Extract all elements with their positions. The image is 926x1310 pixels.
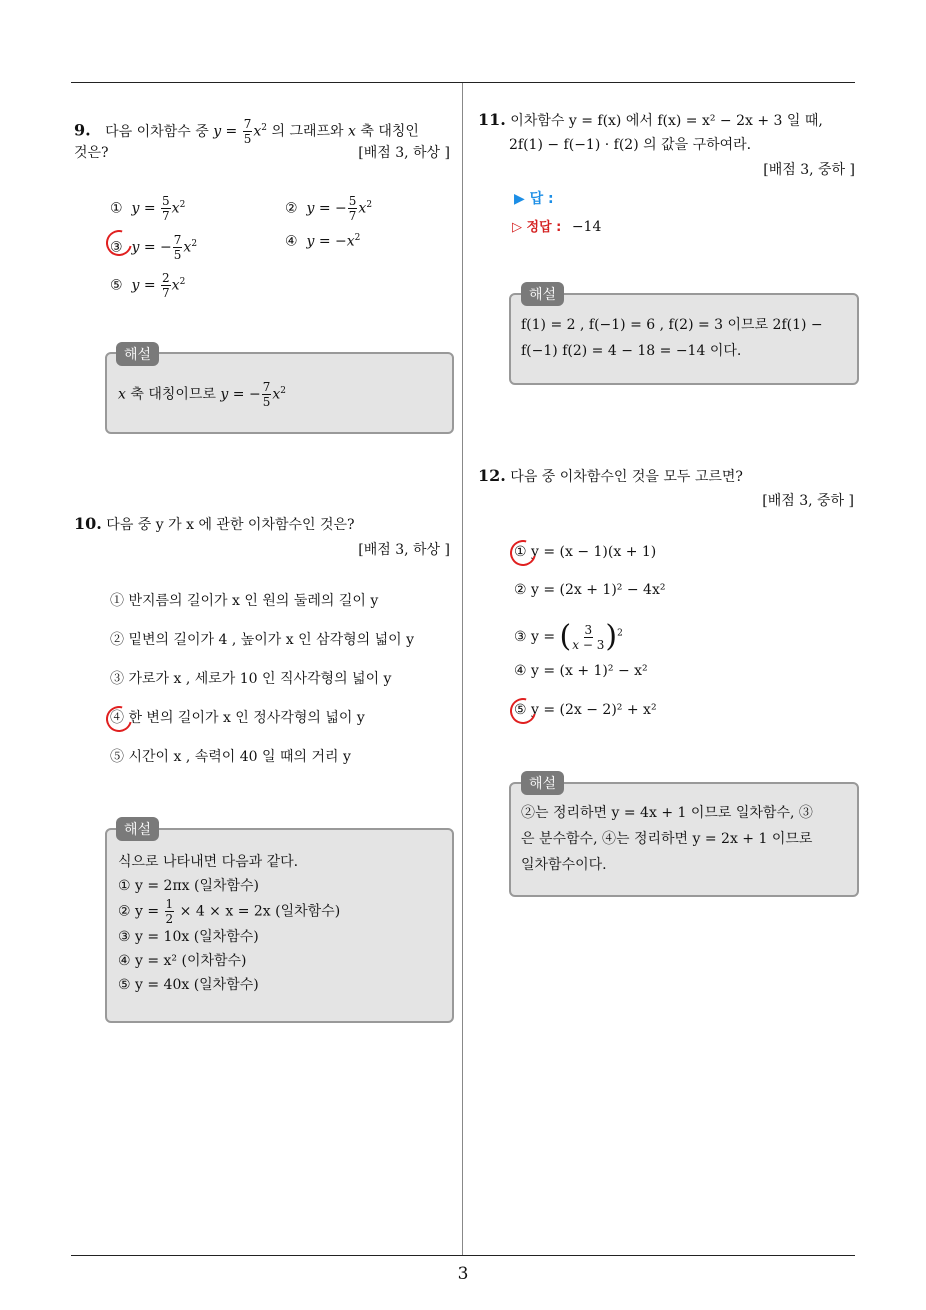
q9-text-b: 의 그래프와: [271, 123, 344, 140]
q12-text: 다음 중 이차함수인 것을 모두 고르면?: [510, 469, 743, 485]
top-rule: [71, 82, 855, 83]
q9-text-c: 축 대칭인: [360, 123, 419, 140]
q9-stem-line1: 9. 다음 이차함수 중 y = $\frac{7}{5}$ $x^2$ 의 그래프와 x 축 대칭인: [74, 117, 419, 146]
q11-stem-line2: 2f(1) − f(−1) · f(2) 의 값을 구하여라.: [509, 137, 752, 153]
q9-number: 9.: [74, 120, 91, 140]
q9-solution-text: x 축 대칭이므로 y = − $\frac{7}{5}$ $x^2$: [118, 380, 286, 409]
q11-correct-answer: [512, 220, 601, 234]
q12-answer-mark-1-icon: [505, 535, 541, 571]
q12-solution-text: ②는 정리하면 y = 4x + 1 이므로 일차함수, ③ 은 분수함수, ④는 정리하면 y = 2x + 1 이므로 일차함수이다.: [521, 805, 813, 873]
q11-text-1: 이차함수 y = f(x) 에서 f(x) = x² − 2x + 3 일 때,: [510, 113, 823, 129]
q11-stem-line1: [478, 112, 823, 128]
q10-text: 다음 중 y 가 x 에 관한 이차함수인 것은?: [106, 517, 355, 533]
q12-choice-4: ④ y = (x + 1)² − x²: [514, 663, 648, 679]
q12-number: 12.: [478, 466, 506, 485]
q9-text-a: 다음 이차함수 중: [105, 123, 209, 140]
q11-solution-label: 해설: [521, 282, 564, 306]
q10-choice-5: ⑤ 시간이 x , 속력이 40 일 때의 거리 y: [110, 749, 351, 765]
q10-answer-mark-icon: [101, 701, 137, 737]
q9-choice-5: ⑤ y = $\frac{2}{7}$ $x^2$: [110, 271, 186, 300]
q9-score: [배점 3, 하상 ]: [358, 145, 450, 161]
q12-choice-2: ② y = (2x + 1)² − 4x²: [514, 582, 666, 598]
q11-correct-label: ▷ 정답 :: [512, 220, 562, 235]
q9-choice-1: ① y = $\frac{5}{7}$ $x^2$: [110, 194, 186, 223]
q10-choice-4: ④ 한 변의 길이가 x 인 정사각형의 넓이 y: [110, 710, 365, 726]
q12-score: [배점 3, 중하 ]: [762, 493, 854, 509]
q10-choice-3: ③ 가로가 x , 세로가 10 인 직사각형의 넓이 y: [110, 671, 392, 687]
q10-solution-text: 식으로 나타내면 다음과 같다. ① y = 2πx (일차함수) ② y = $\frac{1}{2}$ × 4 × x = 2x (일차함수) ③ y = 10x (일차함수) ④ y = x² (이차함수) ⑤ y = 40x (일차함수): [118, 854, 341, 993]
q10-score: [배점 3, 하상 ]: [358, 542, 450, 558]
q12-solution-label: 해설: [521, 771, 564, 795]
q10-solution-label: 해설: [116, 817, 159, 841]
bottom-rule: [71, 1255, 855, 1256]
q9-choice-2: ② y = − $\frac{5}{7}$ $x^2$: [285, 194, 373, 223]
q9-stem-line2: 것은?: [74, 145, 109, 161]
column-divider: [462, 83, 463, 1255]
q12-choice-1: ① y = (x − 1)(x + 1): [514, 544, 657, 560]
q11-correct-value: −14: [571, 219, 602, 235]
q10-choice-1: ① 반지름의 길이가 x 인 원의 둘레의 길이 y: [110, 593, 379, 609]
q11-answer-label: ▶ 답 :: [514, 191, 554, 207]
q12-answer-mark-5-icon: [505, 693, 541, 729]
q10-choice-2: ② 밑변의 길이가 4 , 높이가 x 인 삼각형의 넓이 y: [110, 632, 415, 648]
q12-choice-3: ③ y = ( $\frac{3}{x - 3}$ )$^2$: [514, 619, 623, 654]
q9-choice-3: ③ y = − $\frac{7}{5}$ $x^2$: [110, 233, 198, 262]
q11-score: [배점 3, 중하 ]: [763, 162, 855, 178]
page-number: 3: [457, 1264, 469, 1284]
q12-choice-5: ⑤ y = (2x − 2)² + x²: [514, 702, 657, 718]
q10-stem: [74, 516, 355, 532]
q12-stem: [478, 468, 743, 484]
q11-number: 11.: [478, 110, 506, 129]
q9-solution-label: 해설: [116, 342, 159, 366]
q9-choice-4: ④ $y = -x^2$: [285, 233, 361, 250]
q10-number: 10.: [74, 514, 102, 533]
q11-solution-text: f(1) = 2 , f(−1) = 6 , f(2) = 3 이므로 2f(1) − f(−1) f(2) = 4 − 18 = −14 이다.: [521, 317, 823, 359]
